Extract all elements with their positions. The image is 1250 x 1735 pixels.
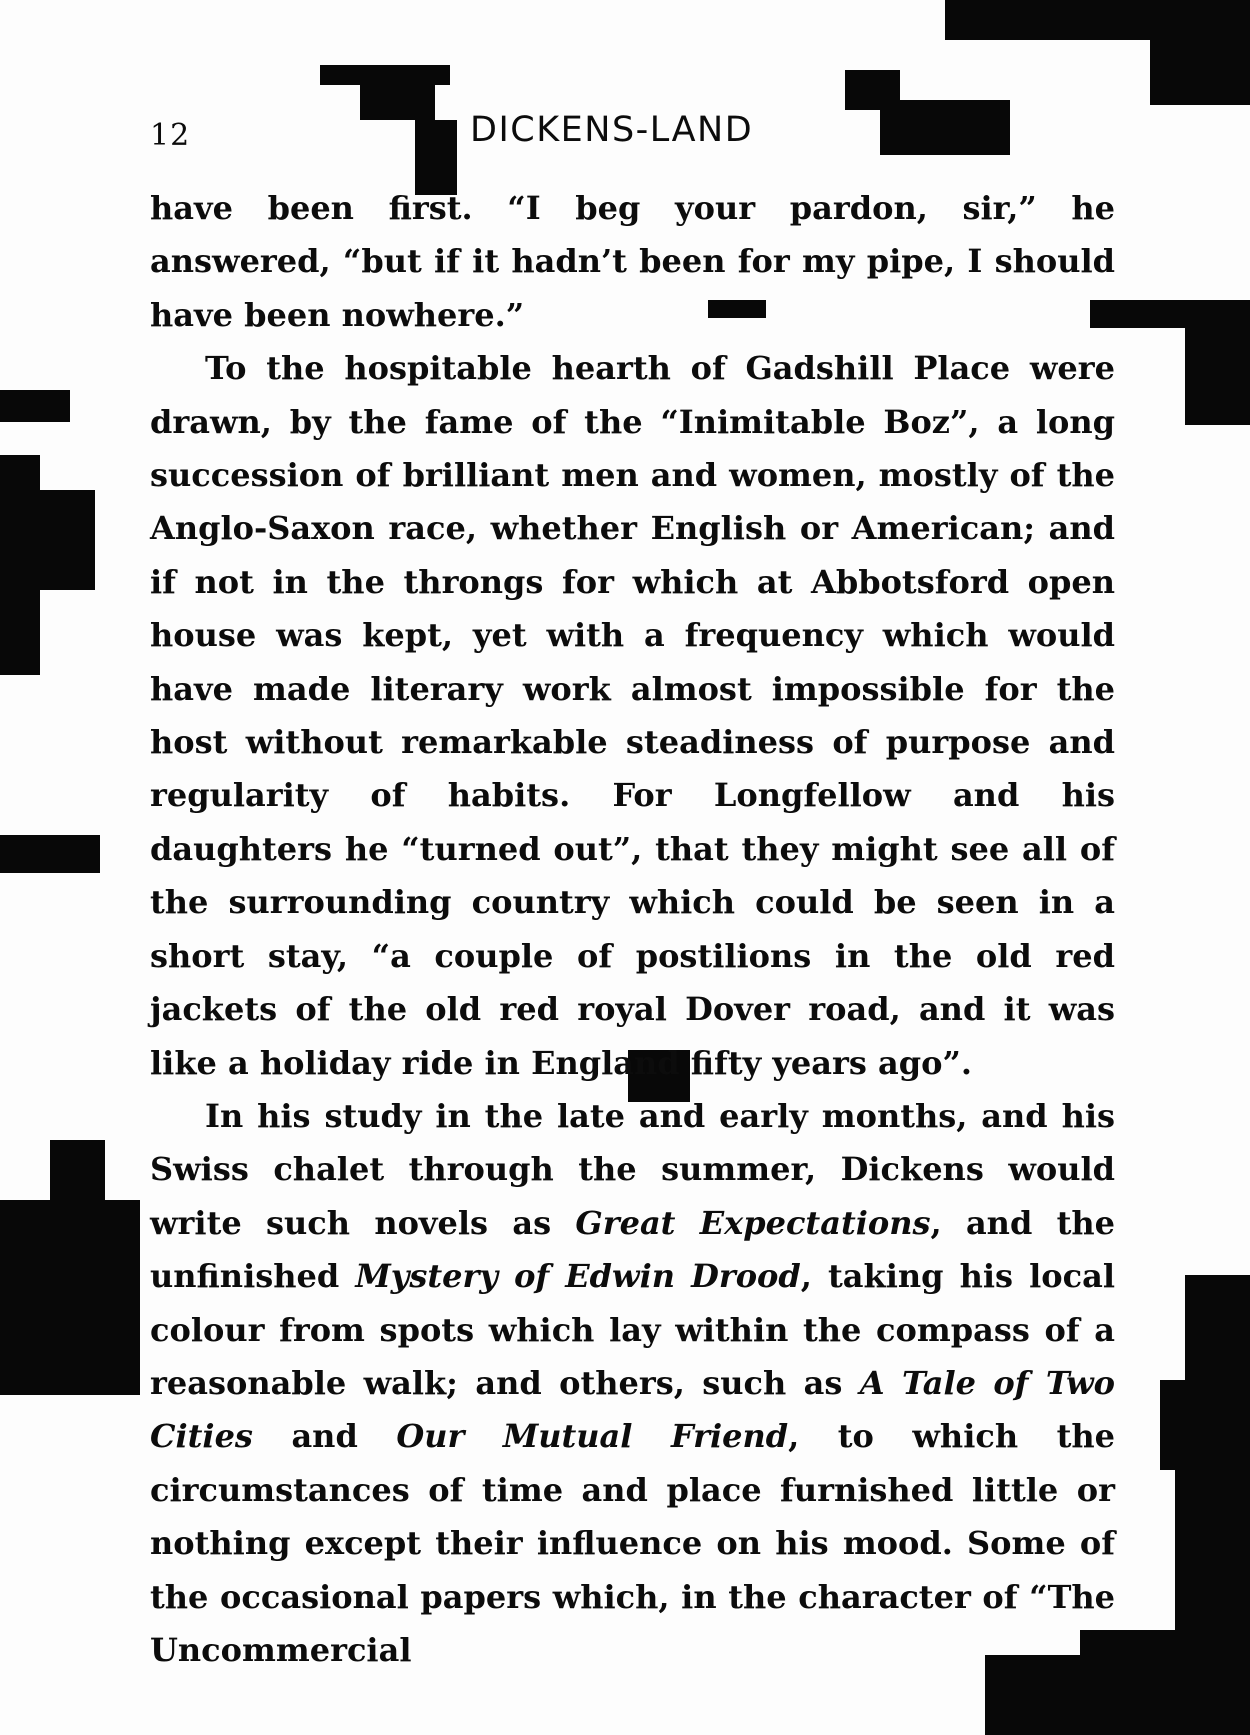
scan-artifact	[50, 1140, 105, 1205]
page-number: 12	[150, 118, 191, 153]
scan-artifact	[1175, 1465, 1250, 1630]
scan-artifact	[0, 1200, 140, 1395]
scan-artifact	[0, 835, 100, 873]
text-run: have been first. “I beg your pardon, sir,” he answered, “but if it hadn’t been for my pipe, I should have been nowhere.”	[150, 189, 1115, 334]
paragraph-p1	[150, 182, 1115, 342]
scan-artifact	[1150, 30, 1250, 105]
body-text	[150, 182, 1115, 1677]
scan-artifact	[320, 65, 450, 85]
text-run: and	[252, 1417, 397, 1456]
text-run: To the hospitable hearth of Gadshill Place were drawn, by the fame of the “Inimitable Boz”, a long succession of brilliant men and women, mostly of the Anglo-Saxon race, whether English or American; and if not in the throngs for which at Abbotsford open house was kept, yet with a frequency which would have made literary work almost impossible for the host without remarkable steadiness of purpose and regularity of habits. For Longfellow and his daughters he “turned out”, that they might see all of the surrounding country which could be seen in a short stay, “a couple of postilions in the old red jackets of the old red royal Dover road, and it was like a holiday ride in England fifty years ago”.	[150, 349, 1115, 1082]
italic-title: A Tale of Two Cities	[150, 1363, 1116, 1456]
text-run: , taking his local colour from spots which lay within the compass of a reasonable walk; and others, such as	[150, 1257, 1116, 1402]
scan-artifact	[0, 455, 40, 490]
running-head: DICKENS-LAND	[470, 110, 754, 150]
text-run: In his study in the late and early months, and his Swiss chalet through the summer, Dickens would write such novels as	[150, 1096, 1115, 1242]
scan-artifact	[1185, 1275, 1250, 1385]
scan-artifact	[1160, 1380, 1250, 1470]
text-run: , and the unfinished	[150, 1203, 1116, 1296]
scan-artifact	[0, 590, 40, 675]
scan-artifact	[1185, 325, 1250, 425]
text-run: , to which the circumstances of time and place furnished little or nothing except their influence on his mood. Some of the occasional papers which, in the character of “The Uncommercial	[150, 1417, 1115, 1669]
scan-artifact	[0, 390, 70, 422]
paragraph-p3	[150, 1090, 1115, 1677]
italic-title: Our Mutual Friend	[396, 1417, 789, 1456]
italic-title: Mystery of Edwin Drood	[355, 1257, 801, 1296]
paragraph-p2	[150, 342, 1115, 1090]
scan-artifact	[0, 490, 95, 590]
page-header	[150, 108, 1115, 152]
italic-title: Great Expectations	[575, 1203, 931, 1242]
